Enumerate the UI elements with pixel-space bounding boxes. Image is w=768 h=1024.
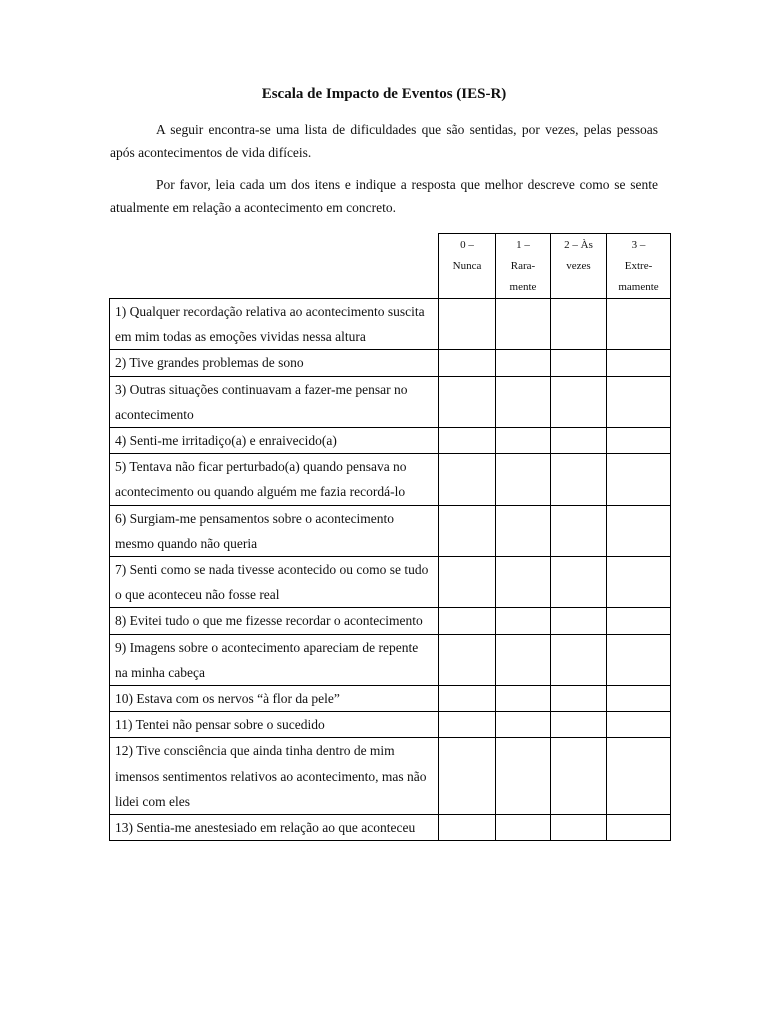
intro-paragraph-1: A seguir encontra-se uma lista de dificuldades que são sentidas, por vezes, pelas pessoas após acontecimentos de vida difíceis. <box>110 122 658 160</box>
table-row <box>110 686 671 712</box>
response-cell-nunca[interactable] <box>439 815 496 841</box>
response-cell-extremamente[interactable] <box>607 505 671 556</box>
response-cell-nunca[interactable] <box>439 634 496 685</box>
response-cell-as-vezes[interactable] <box>551 454 607 505</box>
response-cell-raramente[interactable] <box>496 299 551 350</box>
column-header-line: mamente <box>618 281 659 293</box>
item-label: 2) Tive grandes problemas de sono <box>110 350 439 376</box>
column-header-extremamente <box>607 234 671 299</box>
response-cell-nunca[interactable] <box>439 686 496 712</box>
response-cell-extremamente[interactable] <box>607 738 671 815</box>
item-label: 8) Evitei tudo o que me fizesse recordar o acontecimento <box>110 608 439 634</box>
item-label: 3) Outras situações continuavam a fazer-me pensar no acontecimento <box>110 376 439 427</box>
response-cell-nunca[interactable] <box>439 557 496 608</box>
response-cell-raramente[interactable] <box>496 505 551 556</box>
response-cell-as-vezes[interactable] <box>551 634 607 685</box>
response-cell-raramente[interactable] <box>496 686 551 712</box>
response-cell-extremamente[interactable] <box>607 557 671 608</box>
response-cell-extremamente[interactable] <box>607 454 671 505</box>
response-cell-as-vezes[interactable] <box>551 350 607 376</box>
table-row <box>110 557 671 608</box>
table-row <box>110 350 671 376</box>
table-body <box>110 299 671 841</box>
response-cell-nunca[interactable] <box>439 608 496 634</box>
item-label: 5) Tentava não ficar perturbado(a) quando pensava no acontecimento ou quando alguém me fazia recordá-lo <box>110 454 439 505</box>
column-header-nunca <box>439 234 496 299</box>
response-cell-raramente[interactable] <box>496 712 551 738</box>
response-cell-as-vezes[interactable] <box>551 428 607 454</box>
table-row <box>110 738 671 815</box>
table-row <box>110 608 671 634</box>
response-cell-nunca[interactable] <box>439 299 496 350</box>
document-title: Escala de Impacto de Eventos (IES-R) <box>261 86 507 102</box>
column-header-line: vezes <box>566 260 591 272</box>
response-cell-extremamente[interactable] <box>607 686 671 712</box>
response-cell-extremamente[interactable] <box>607 350 671 376</box>
table-row <box>110 299 671 350</box>
column-header-raramente <box>496 234 551 299</box>
response-cell-as-vezes[interactable] <box>551 712 607 738</box>
response-cell-nunca[interactable] <box>439 428 496 454</box>
response-cell-raramente[interactable] <box>496 557 551 608</box>
response-cell-extremamente[interactable] <box>607 712 671 738</box>
response-cell-raramente[interactable] <box>496 454 551 505</box>
response-cell-as-vezes[interactable] <box>551 299 607 350</box>
column-header-line: 0 – <box>460 239 474 251</box>
table-row <box>110 505 671 556</box>
table-row <box>110 712 671 738</box>
item-label: 9) Imagens sobre o acontecimento apareciam de repente na minha cabeça <box>110 634 439 685</box>
table-row <box>110 634 671 685</box>
column-header-line: Rara- <box>510 260 536 272</box>
response-cell-as-vezes[interactable] <box>551 738 607 815</box>
item-label: 10) Estava com os nervos “à flor da pele” <box>110 686 439 712</box>
item-label: 7) Senti como se nada tivesse acontecido ou como se tudo o que aconteceu não fosse real <box>110 557 439 608</box>
response-cell-raramente[interactable] <box>496 376 551 427</box>
response-cell-as-vezes[interactable] <box>551 686 607 712</box>
column-header-line: mente <box>509 281 537 293</box>
response-cell-raramente[interactable] <box>496 428 551 454</box>
response-cell-raramente[interactable] <box>496 350 551 376</box>
response-cell-as-vezes[interactable] <box>551 608 607 634</box>
response-cell-as-vezes[interactable] <box>551 376 607 427</box>
column-header-as-vezes <box>551 234 607 299</box>
item-label: 1) Qualquer recordação relativa ao acontecimento suscita em mim todas as emoções vividas nessa altura <box>110 299 439 350</box>
item-label: 13) Sentia-me anestesiado em relação ao que aconteceu <box>110 815 439 841</box>
response-cell-raramente[interactable] <box>496 815 551 841</box>
response-cell-extremamente[interactable] <box>607 608 671 634</box>
response-cell-raramente[interactable] <box>496 738 551 815</box>
response-cell-nunca[interactable] <box>439 350 496 376</box>
response-cell-extremamente[interactable] <box>607 634 671 685</box>
response-cell-extremamente[interactable] <box>607 376 671 427</box>
response-cell-extremamente[interactable] <box>607 428 671 454</box>
response-cell-extremamente[interactable] <box>607 815 671 841</box>
response-cell-nunca[interactable] <box>439 376 496 427</box>
response-cell-nunca[interactable] <box>439 738 496 815</box>
table-header-blank <box>110 234 439 299</box>
column-header-line: Extre- <box>624 260 653 272</box>
column-header-line: Nunca <box>452 260 482 272</box>
item-label: 12) Tive consciência que ainda tinha dentro de mim imensos sentimentos relativos ao acontecimento, mas não lidei com eles <box>110 738 439 815</box>
response-cell-nunca[interactable] <box>439 505 496 556</box>
response-cell-raramente[interactable] <box>496 608 551 634</box>
table-row <box>110 428 671 454</box>
item-label: 4) Senti-me irritadiço(a) e enraivecido(a) <box>110 428 439 454</box>
table-row <box>110 454 671 505</box>
response-cell-as-vezes[interactable] <box>551 557 607 608</box>
response-cell-nunca[interactable] <box>439 454 496 505</box>
response-cell-as-vezes[interactable] <box>551 815 607 841</box>
column-header-line: 1 – <box>516 239 530 251</box>
rating-table <box>109 233 671 841</box>
response-cell-extremamente[interactable] <box>607 299 671 350</box>
table-row <box>110 376 671 427</box>
table-row <box>110 815 671 841</box>
item-label: 11) Tentei não pensar sobre o sucedido <box>110 712 439 738</box>
table-header-row <box>110 234 671 299</box>
intro-paragraph-2: Por favor, leia cada um dos itens e indique a resposta que melhor descreve como se sente atualmente em relação a acontecimento em concreto. <box>110 177 658 215</box>
response-cell-as-vezes[interactable] <box>551 505 607 556</box>
column-header-line: 3 – <box>631 239 646 251</box>
response-cell-nunca[interactable] <box>439 712 496 738</box>
column-header-line: 2 – Às <box>564 239 593 251</box>
response-cell-raramente[interactable] <box>496 634 551 685</box>
item-label: 6) Surgiam-me pensamentos sobre o acontecimento mesmo quando não queria <box>110 505 439 556</box>
